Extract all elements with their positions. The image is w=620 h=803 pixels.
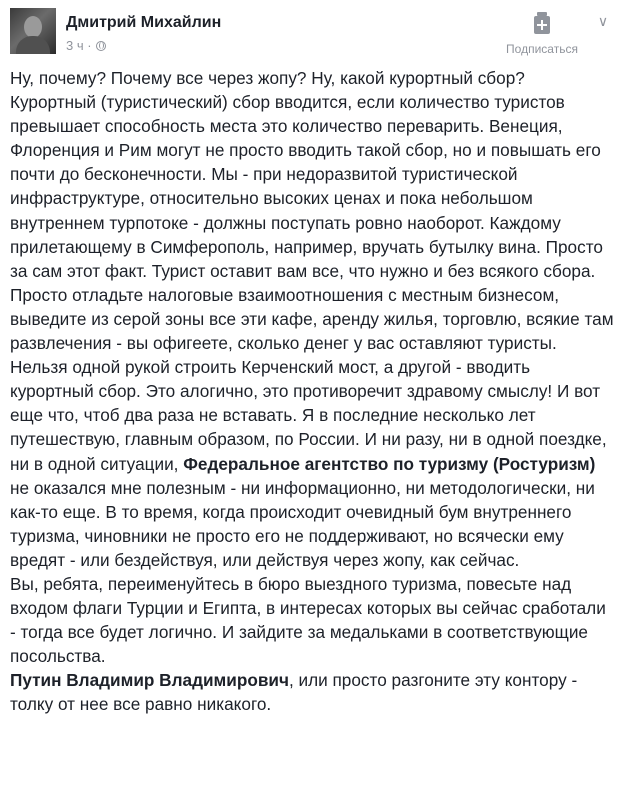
post-text-segment: Вы, ребята, переименуйтесь в бюро выездного туризма, повесьте над входом флаги Турции и Египта, в интересах которых вы сейчас сработали - тогда все будет логично. И зайдите за медальками в соответствующие посольства.	[10, 573, 606, 667]
globe-icon[interactable]	[96, 41, 106, 51]
post-paragraph	[10, 572, 614, 668]
post-paragraph	[10, 668, 614, 716]
author-name[interactable]: Дмитрий Михайлин	[66, 14, 222, 31]
avatar[interactable]	[10, 8, 56, 54]
post-paragraph	[10, 355, 614, 572]
chevron-down-icon[interactable]: ∨	[597, 13, 609, 29]
post-header	[10, 8, 612, 68]
post-text-segment: Ну, почему? Почему все через жопу? Ну, какой курортный сбор? Курортный (туристический) сбор вводится, если количество туристов превышает способность места это количество переварить. Венеция, Флоренция и Рим могут не просто вводить такой сбор, но и повышать его почти до бесконечности. Мы - при недоразвитой туристической инфраструктуре, относительно высоких ценах и пока небольшом внутреннем турпотоке - должны поступать ровно наоборот. Каждому прилетающему в Симферополь, например, вручать бутылку вина. Просто за сам этот факт. Турист оставит вам все, что нужно и без всякого сбора. Просто отладьте налоговые взаимоотношения с местным бизнесом, выведите из серой зоны все эти кафе, аренду жилья, торговлю, всякие там развлечения - вы офигеете, сколько денег у вас оставляют туристы.	[10, 68, 614, 354]
post-paragraph	[10, 66, 614, 355]
post-text-segment: , или просто разгоните эту контору - толку от нее все равно никакого.	[10, 670, 578, 715]
post-text-segment: Нельзя одной рукой строить Керченский мост, а другой - вводить курортный сбор. Это алогично, это противоречит здравому смыслу! И вот еще что, чтоб два раза не вставать. Я в последние несколько лет путешествую, главным образом, по России. И ни разу, ни в одной поездке, ни в одной ситуации,	[10, 357, 607, 474]
post-body	[10, 66, 614, 717]
post-time[interactable]: 3 ч ·	[66, 38, 92, 53]
subscribe-label: Подписаться	[506, 42, 578, 56]
tagged-entity-link[interactable]: Федеральное агентство по туризму (Ростуризм)	[183, 453, 596, 474]
avatar-body	[16, 36, 50, 54]
subscribe-icon	[531, 10, 553, 36]
subscribe-button[interactable]	[502, 10, 582, 56]
avatar-face	[24, 16, 42, 38]
post-meta	[66, 38, 106, 53]
tagged-entity-link[interactable]: Путин Владимир Владимирович	[10, 670, 289, 691]
post-text-segment: не оказался мне полезным - ни информационно, ни методологически, ни как-то еще. В то время, когда происходит очевидный бум внутреннего туризма, чиновники не просто его не поддерживают, но всячески ему вредят - или бездействуя, или действуя через жопу, как сейчас.	[10, 477, 595, 570]
